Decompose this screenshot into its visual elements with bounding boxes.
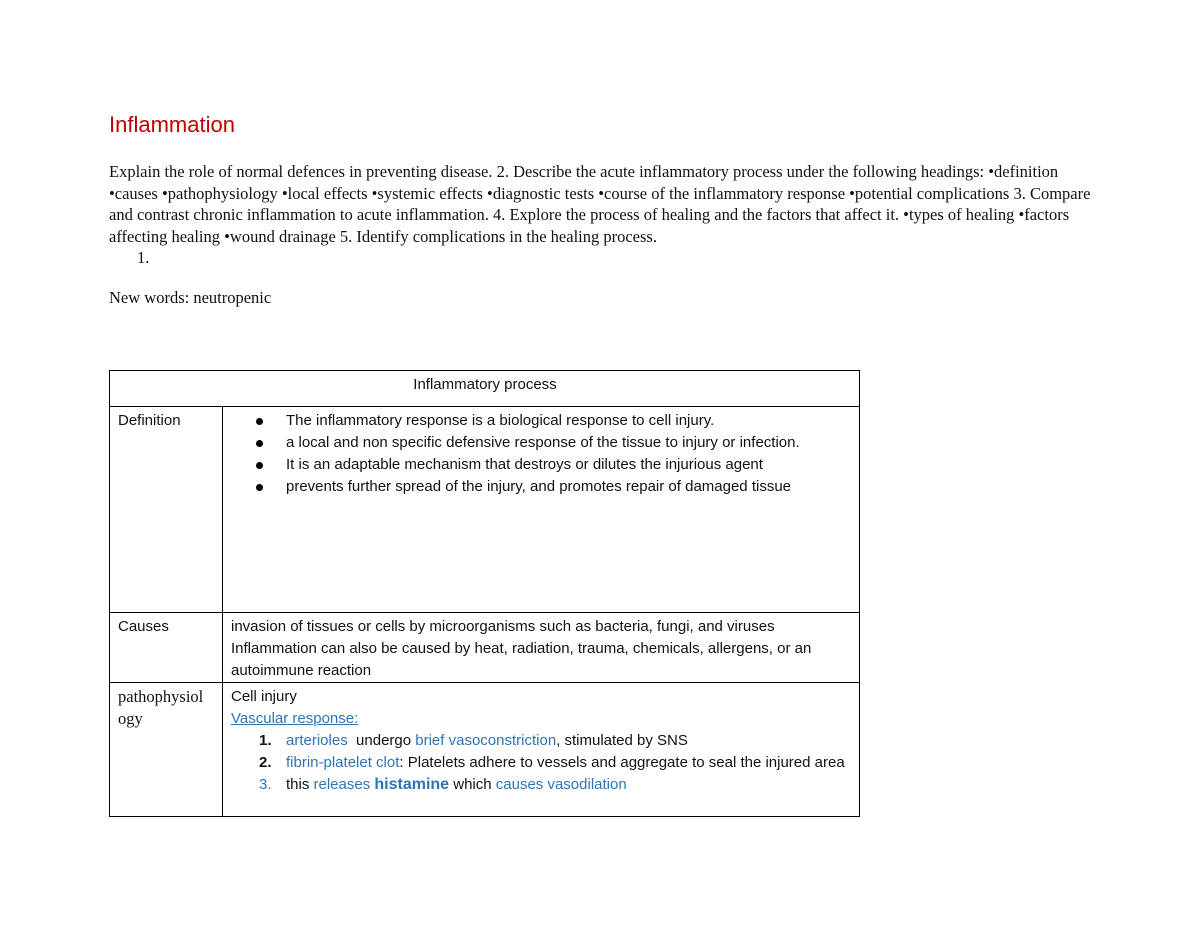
table-row-definition — [110, 407, 860, 613]
list-number: 1. — [137, 248, 150, 267]
causes-line-1: invasion of tissues or cells by microorganisms such as bacteria, fungi, and viruses — [231, 618, 775, 635]
list-item: The inflammatory response is a biological response to cell injury. — [286, 410, 852, 432]
list-item: a local and non specific defensive response of the tissue to injury or infection. — [286, 432, 852, 454]
pathophysiology-content — [223, 683, 860, 817]
step-number: 1. — [259, 732, 272, 749]
step-term: causes vasodilation — [495, 776, 627, 793]
document-title: Inflammation — [109, 112, 235, 137]
new-words-line: New words: neutropenic — [109, 288, 272, 307]
list-item — [259, 774, 852, 796]
step-text: : Platelets adhere to vessels and aggregate to seal the injured area — [399, 754, 845, 771]
vascular-steps-list — [231, 730, 852, 796]
causes-label: Causes — [110, 613, 223, 683]
cell-injury-text: Cell injury — [231, 688, 297, 705]
step-term: brief vasoconstriction — [415, 732, 557, 749]
step-number: 2. — [259, 754, 272, 771]
step-number: 3. — [259, 776, 272, 793]
step-text: undergo — [347, 732, 416, 749]
step-term: arterioles — [286, 732, 348, 749]
definition-content — [223, 407, 860, 613]
pathophysiology-label-part-2: ogy — [118, 709, 143, 728]
definition-label: Definition — [110, 407, 223, 613]
step-term: fibrin-platelet clot — [286, 754, 400, 771]
table-row-pathophysiology — [110, 683, 860, 817]
definition-bullet-list — [231, 410, 852, 498]
list-item: prevents further spread of the injury, and promotes repair of damaged tissue — [286, 476, 852, 498]
step-text: this — [286, 776, 314, 793]
list-item — [259, 730, 852, 752]
table-row-causes — [110, 613, 860, 683]
pathophysiology-label — [110, 683, 223, 817]
step-text: , stimulated by SNS — [556, 732, 688, 749]
causes-line-2: Inflammation can also be caused by heat, radiation, trauma, chemicals, allergens, or an autoimmune reaction — [231, 640, 812, 679]
causes-content — [223, 613, 860, 683]
table-header-row — [110, 371, 860, 407]
step-text: which — [449, 776, 496, 793]
intro-paragraph: Explain the role of normal defences in preventing disease. 2. Describe the acute inflammatory process under the following headings: •definition •causes •pathophysiology •local effects •systemic effects •diagnostic tests •course of the inflammatory response •potential complications 3. Compare and contrast chronic inflammation to acute inflammation. 4. Explore the process of healing and the factors that affect it. •types of healing •factors affecting healing •wound drainage 5. Identify complications in the healing process. — [109, 162, 1091, 246]
pathophysiology-label-part-1: pathophysiol — [118, 687, 204, 706]
step-term-histamine: histamine — [374, 776, 450, 793]
inflammatory-process-table — [109, 370, 860, 817]
step-term: releases — [313, 776, 375, 793]
list-item: It is an adaptable mechanism that destroys or dilutes the injurious agent — [286, 454, 852, 476]
table-header: Inflammatory process — [110, 371, 860, 407]
list-item — [259, 752, 852, 774]
vascular-response-link[interactable]: Vascular response: — [231, 710, 359, 727]
